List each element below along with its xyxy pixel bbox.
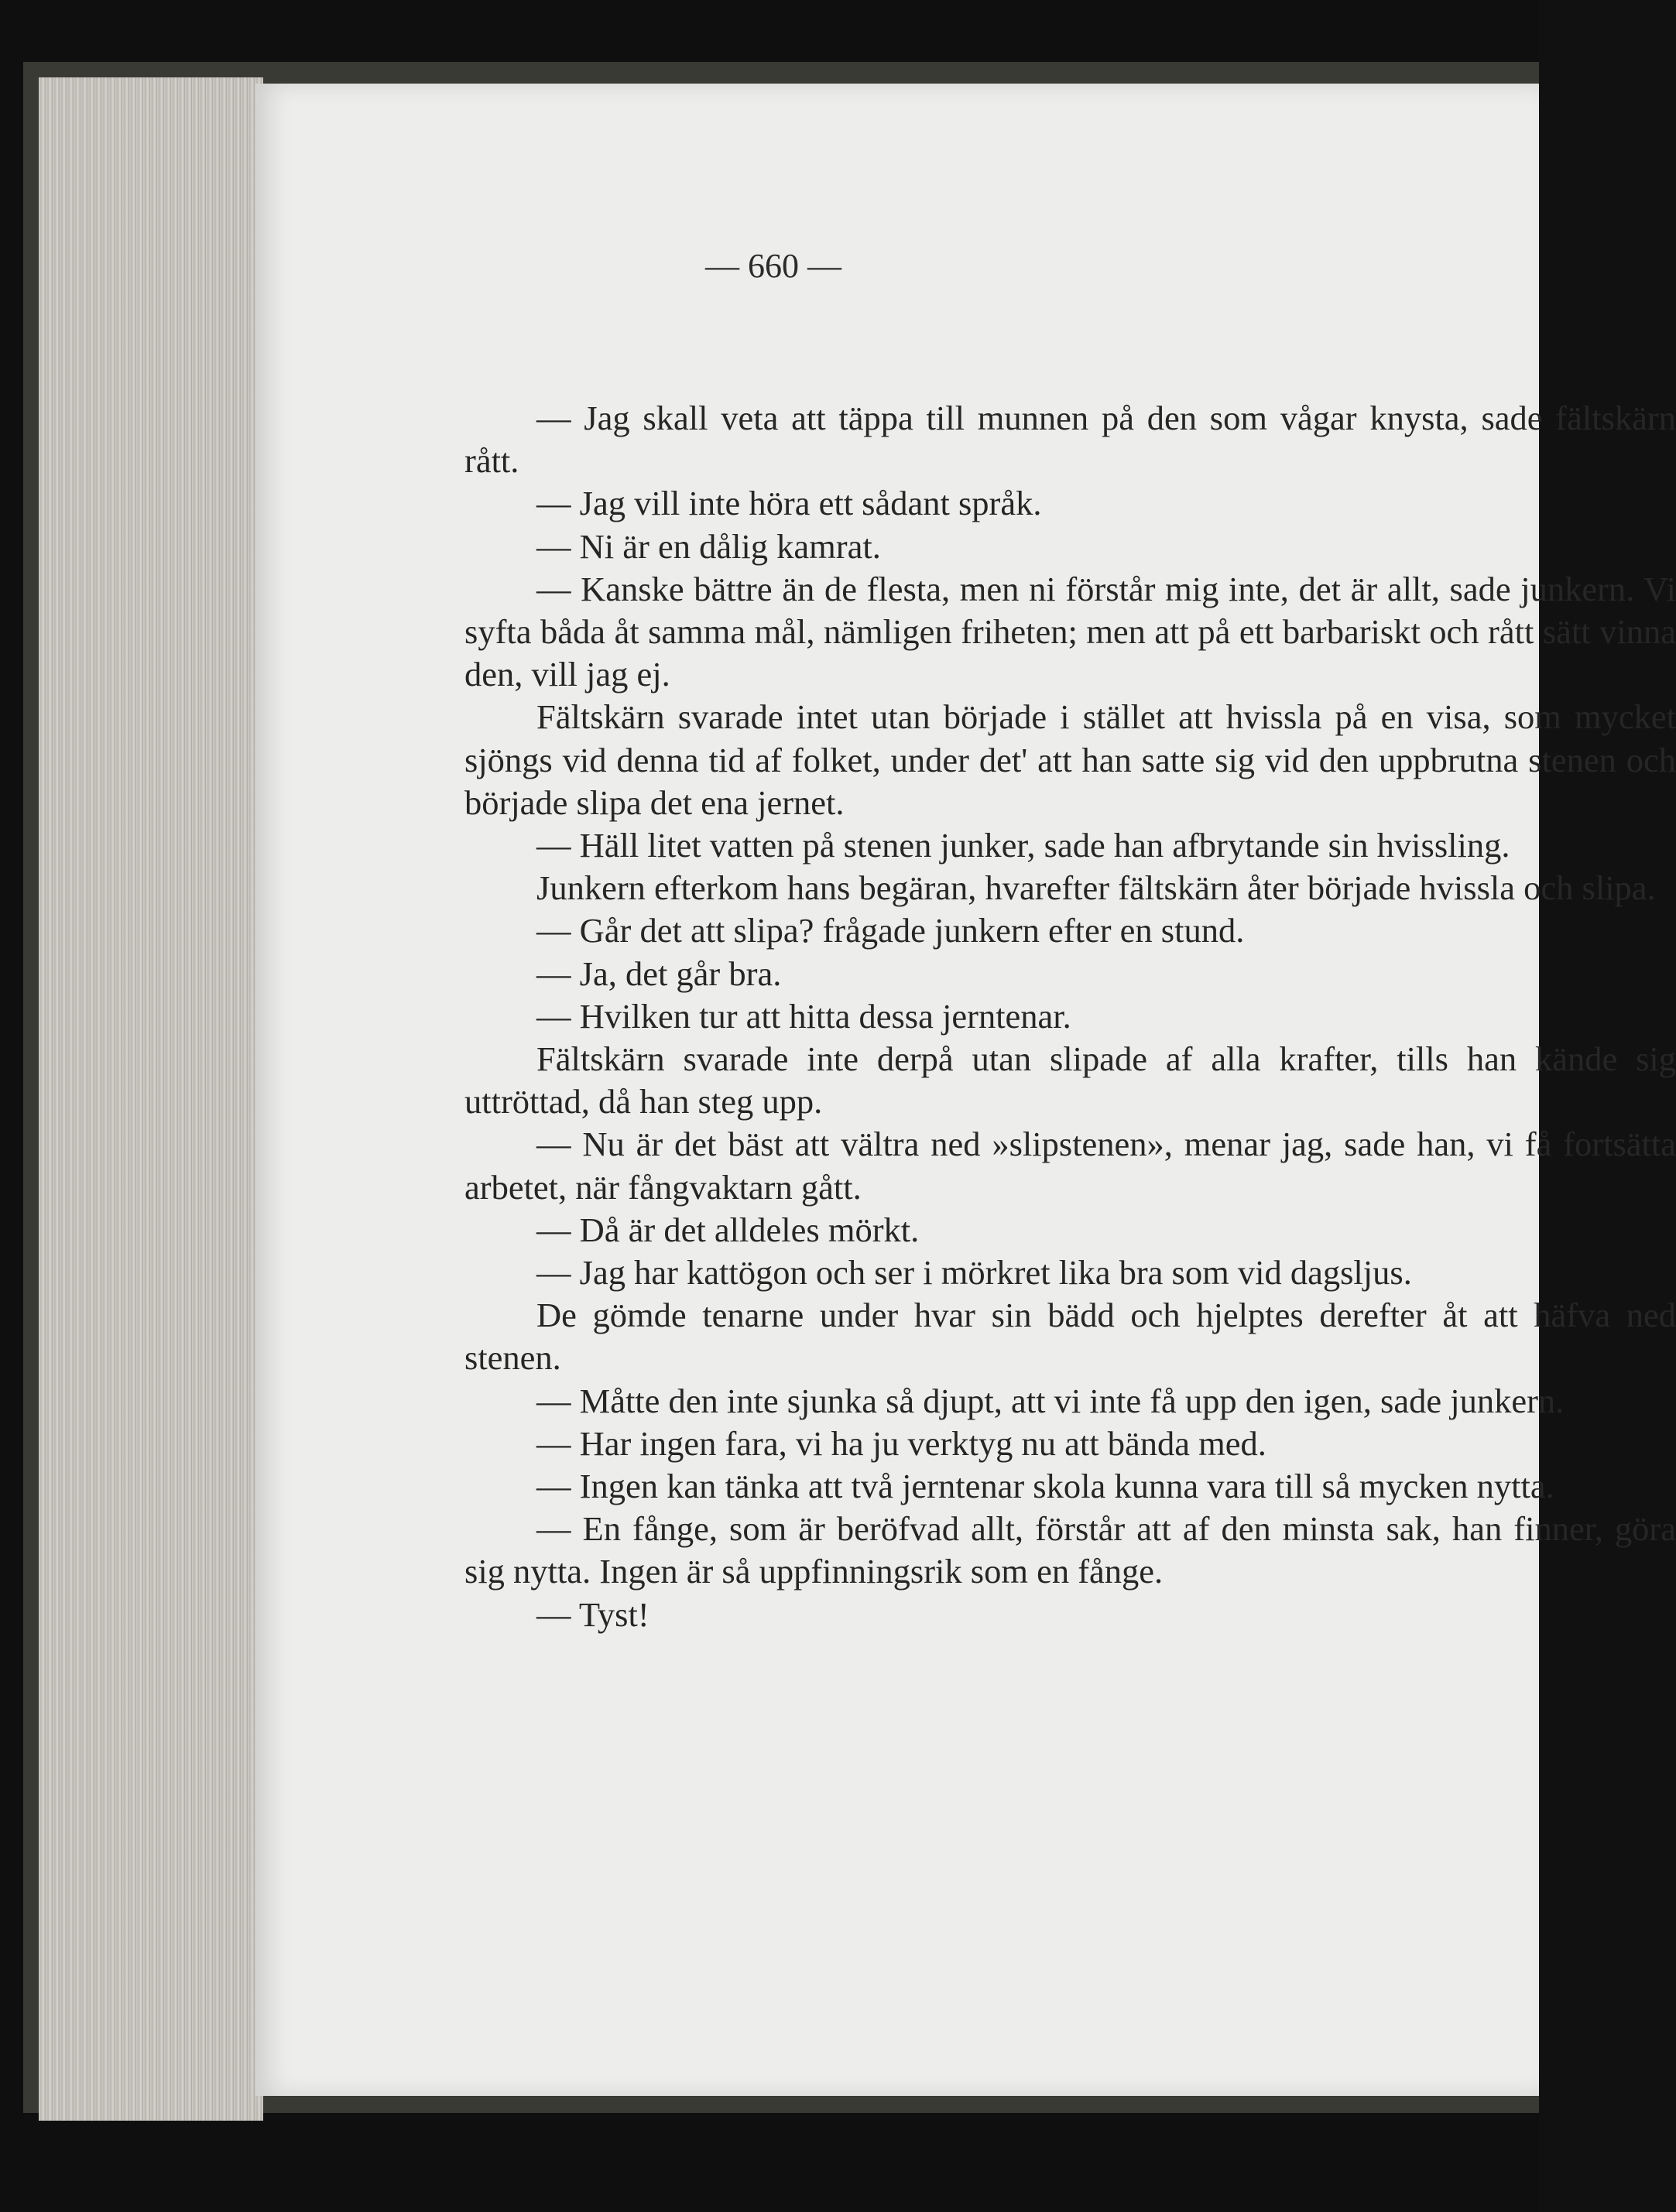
paragraph: — Jag skall veta att täppa till munnen på den som vågar knysta, sade fältskärn rått.: [464, 399, 1676, 481]
book-page: [255, 84, 1676, 2096]
paragraph: — Häll litet vatten på stenen junker, sade han afbrytande sin hvissling.: [536, 826, 1510, 865]
paragraph: — Kanske bättre än de flesta, men ni förstår mig inte, det är allt, sade junkern. Vi syfta båda åt samma mål, nämligen friheten; men att på ett barbariskt och rått sätt vinna den, vill jag ej.: [464, 569, 1676, 694]
page-number: — 660 —: [705, 247, 841, 285]
paragraph: — Jag har kattögon och ser i mörkret lika bra som vid dagsljus.: [536, 1253, 1412, 1293]
paragraph: — Har ingen fara, vi ha ju verktyg nu att bända med.: [536, 1423, 1266, 1463]
paragraph: — Ingen kan tänka att två jerntenar skola kunna vara till så mycken nytta.: [536, 1467, 1554, 1506]
page-text: [464, 397, 1676, 1636]
paragraph: — Då är det alldeles mörkt.: [536, 1210, 920, 1249]
paragraph: Fältskärn svarade intet utan började i stället att hvissla på en visa, som mycket sjöngs vid denna tid af folket, under det' att han satte sig vid den uppbrutna stenen och började slipa det ena jernet.: [464, 697, 1676, 822]
paragraph: — Hvilken tur att hitta dessa jerntenar.: [536, 996, 1071, 1036]
paragraph: Junkern efterkom hans begäran, hvarefter fältskärn åter började hvissla och slipa.: [536, 868, 1656, 908]
paragraph: — Ni är en dålig kamrat.: [536, 526, 881, 566]
paragraph: — En fånge, som är beröfvad allt, förstår att af den minsta sak, han finner, göra sig nytta. Ingen är så uppfinningsrik som en fånge.: [464, 1509, 1676, 1591]
paragraph: — Måtte den inte sjunka så djupt, att vi inte få upp den igen, sade junkern.: [536, 1381, 1565, 1420]
page-edges: [39, 77, 263, 2121]
paragraph: — Tyst!: [536, 1594, 649, 1634]
paragraph: Fältskärn svarade inte derpå utan slipade af alla krafter, tills han kände sig uttröttad, då han steg upp.: [464, 1039, 1676, 1121]
paragraph: — Nu är det bäst att vältra ned »slipstenen», menar jag, sade han, vi få fortsätta arbetet, när fångvaktarn gått.: [464, 1125, 1676, 1207]
paragraph: — Går det att slipa? frågade junkern efter en stund.: [536, 911, 1245, 950]
paragraph: — Jag vill inte höra ett sådant språk.: [536, 484, 1042, 523]
paragraph: — Ja, det går bra.: [536, 954, 782, 993]
paragraph: De gömde tenarne under hvar sin bädd och hjelptes derefter åt att häfva ned stenen.: [464, 1296, 1676, 1378]
